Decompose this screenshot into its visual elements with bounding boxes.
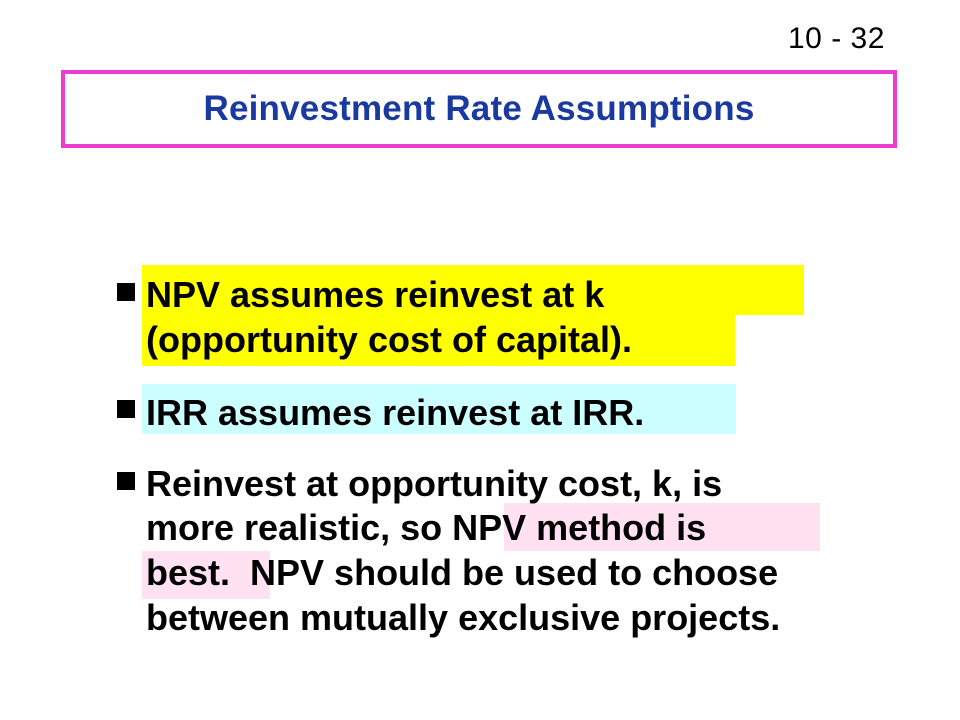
bullet-3-line-2	[146, 508, 706, 548]
slide-title: Reinvestment Rate Assumptions	[203, 89, 755, 128]
bullet-3-line-1: Reinvest at opportunity cost, k, is	[146, 463, 723, 504]
bullet-3-line-3-highlight: best.	[146, 552, 231, 593]
bullet-3-line-3	[146, 553, 778, 593]
page-number: 10 - 32	[788, 22, 885, 55]
bullet-3-line-2-highlight: NPV method is	[452, 507, 707, 548]
bullet-3-line-2-plain: more realistic, so	[146, 507, 453, 548]
bullet-2-line-1: IRR assumes reinvest at IRR.	[146, 392, 645, 433]
bullet-1-line-2: (opportunity cost of capital).	[146, 319, 632, 360]
bullet-square-icon	[117, 472, 135, 490]
bullet-1-line-1: NPV assumes reinvest at k	[146, 274, 605, 315]
title-box	[61, 70, 897, 148]
bullet-3-line-3-plain: NPV should be used to choose	[230, 552, 779, 593]
bullet-square-icon	[117, 283, 135, 301]
bullet-3-line-4: between mutually exclusive projects.	[146, 597, 781, 638]
bullet-square-icon	[117, 400, 135, 418]
